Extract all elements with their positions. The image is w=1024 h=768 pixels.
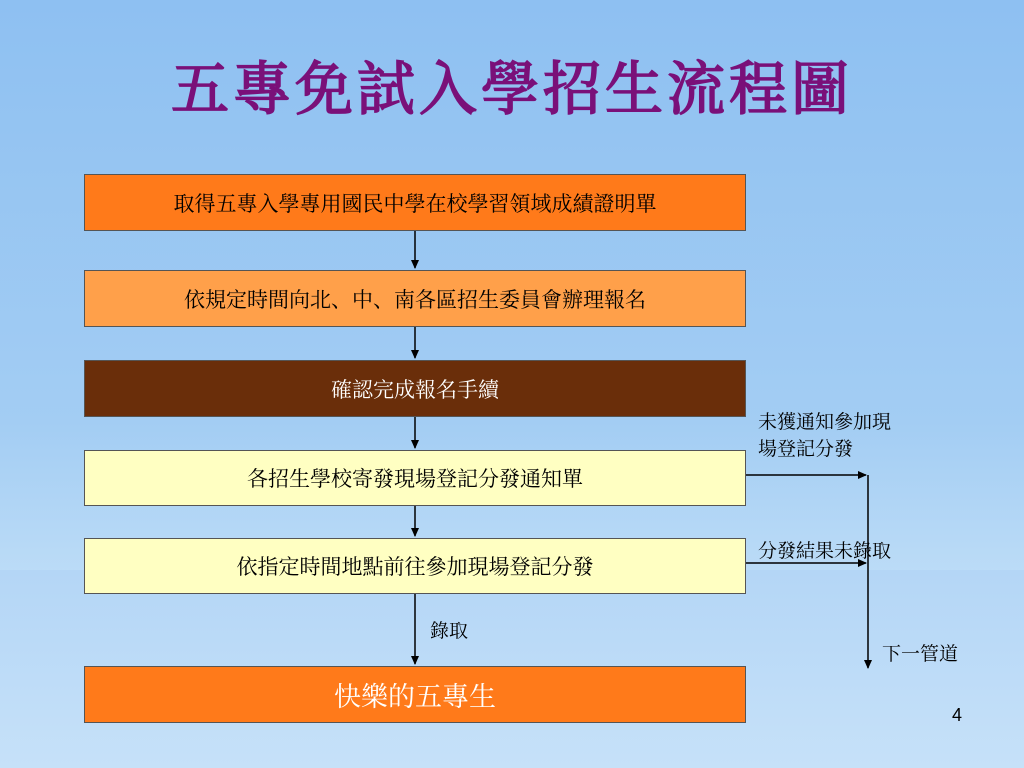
page-number: 4: [952, 705, 963, 725]
step-5-box: 依指定時間地點前往參加現場登記分發: [84, 538, 746, 594]
not-admitted-label: 分發結果未錄取: [758, 540, 892, 562]
step-1-box: 取得五專入學專用國民中學在校學習領域成績證明單: [84, 174, 746, 231]
step-4-box: 各招生學校寄發現場登記分發通知單: [84, 450, 746, 506]
not-notified-label: 未獲通知參加現 場登記分發: [758, 411, 892, 460]
step-2-box: 依規定時間向北、中、南各區招生委員會辦理報名: [84, 270, 746, 327]
page-title: 五專免試入學招生流程圖: [170, 55, 853, 123]
admitted-label: 錄取: [430, 620, 469, 642]
step-3-box: 確認完成報名手續: [84, 360, 746, 417]
step-6-box: 快樂的五專生: [84, 666, 746, 723]
next-channel-label: 下一管道: [882, 643, 959, 665]
